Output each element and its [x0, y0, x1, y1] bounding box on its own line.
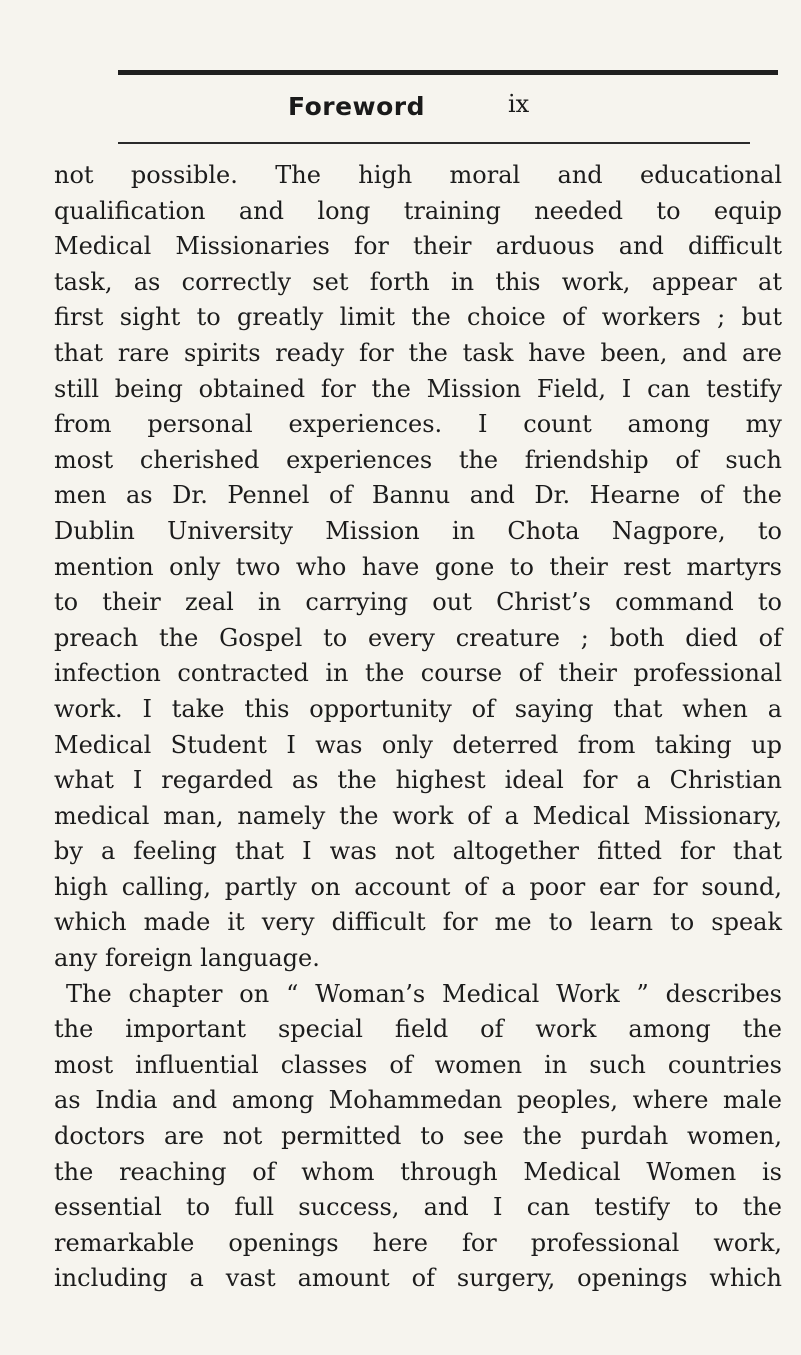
text-line: from personal experiences. I count among my	[54, 410, 782, 439]
text-line: what I regarded as the highest ideal for a Christian	[54, 766, 782, 795]
text-line: infection contracted in the course of their professional	[54, 659, 782, 688]
text-line: most cherished experiences the friendship of such	[54, 445, 782, 474]
text-line: that rare spirits ready for the task have been, and are	[54, 338, 782, 367]
text-line: to their zeal in carrying out Christ’s command to	[54, 588, 782, 617]
text-line: high calling, partly on account of a poor ear for sound,	[54, 872, 782, 901]
text-line: essential to full success, and I can testify to the	[54, 1193, 782, 1222]
text-line: by a feeling that I was not altogether fitted for that	[54, 837, 782, 866]
text-line: any foreign language.	[54, 944, 320, 973]
text-line: work. I take this opportunity of saying that when a	[54, 694, 782, 723]
text-line: Dublin University Mission in Chota Nagpore, to	[54, 516, 782, 545]
top-rule	[118, 70, 778, 75]
text-line: men as Dr. Pennel of Bannu and Dr. Hearne of the	[54, 481, 782, 510]
text-line: doctors are not permitted to see the purdah women,	[54, 1122, 782, 1151]
header-rule	[118, 142, 750, 144]
text-line: medical man, namely the work of a Medical Missionary,	[54, 801, 782, 830]
text-line: qualification and long training needed to equip	[54, 196, 782, 225]
text-line: preach the Gospel to every creature ; both died of	[54, 623, 782, 652]
text-line: not possible. The high moral and educational	[54, 161, 782, 189]
text-line: Medical Missionaries for their arduous and difficult	[54, 232, 782, 261]
text-line: mention only two who have gone to their rest martyrs	[54, 552, 782, 581]
text-line: first sight to greatly limit the choice of workers ; but	[54, 303, 782, 332]
text-line: the important special field of work among the	[54, 1015, 782, 1044]
text-line: the reaching of whom through Medical Women is	[54, 1157, 782, 1186]
text-line: most influential classes of women in such countries	[54, 1050, 782, 1079]
running-header	[118, 86, 778, 138]
text-line: task, as correctly set forth in this work, appear at	[54, 267, 782, 296]
text-line: including a vast amount of surgery, openings which	[54, 1264, 782, 1293]
text-line: remarkable openings here for professional work,	[54, 1228, 782, 1257]
page-number: ix	[508, 90, 530, 118]
text-line: as India and among Mohammedan peoples, where male	[54, 1086, 782, 1115]
text-line: Medical Student I was only deterred from taking up	[54, 730, 782, 759]
text-line: The chapter on “ Woman’s Medical Work ” describes	[66, 979, 782, 1008]
body-text	[54, 158, 782, 1297]
text-line: which made it very difficult for me to learn to speak	[54, 908, 782, 937]
text-line: still being obtained for the Mission Field, I can testify	[54, 374, 782, 403]
header-title: Foreword	[288, 92, 426, 121]
